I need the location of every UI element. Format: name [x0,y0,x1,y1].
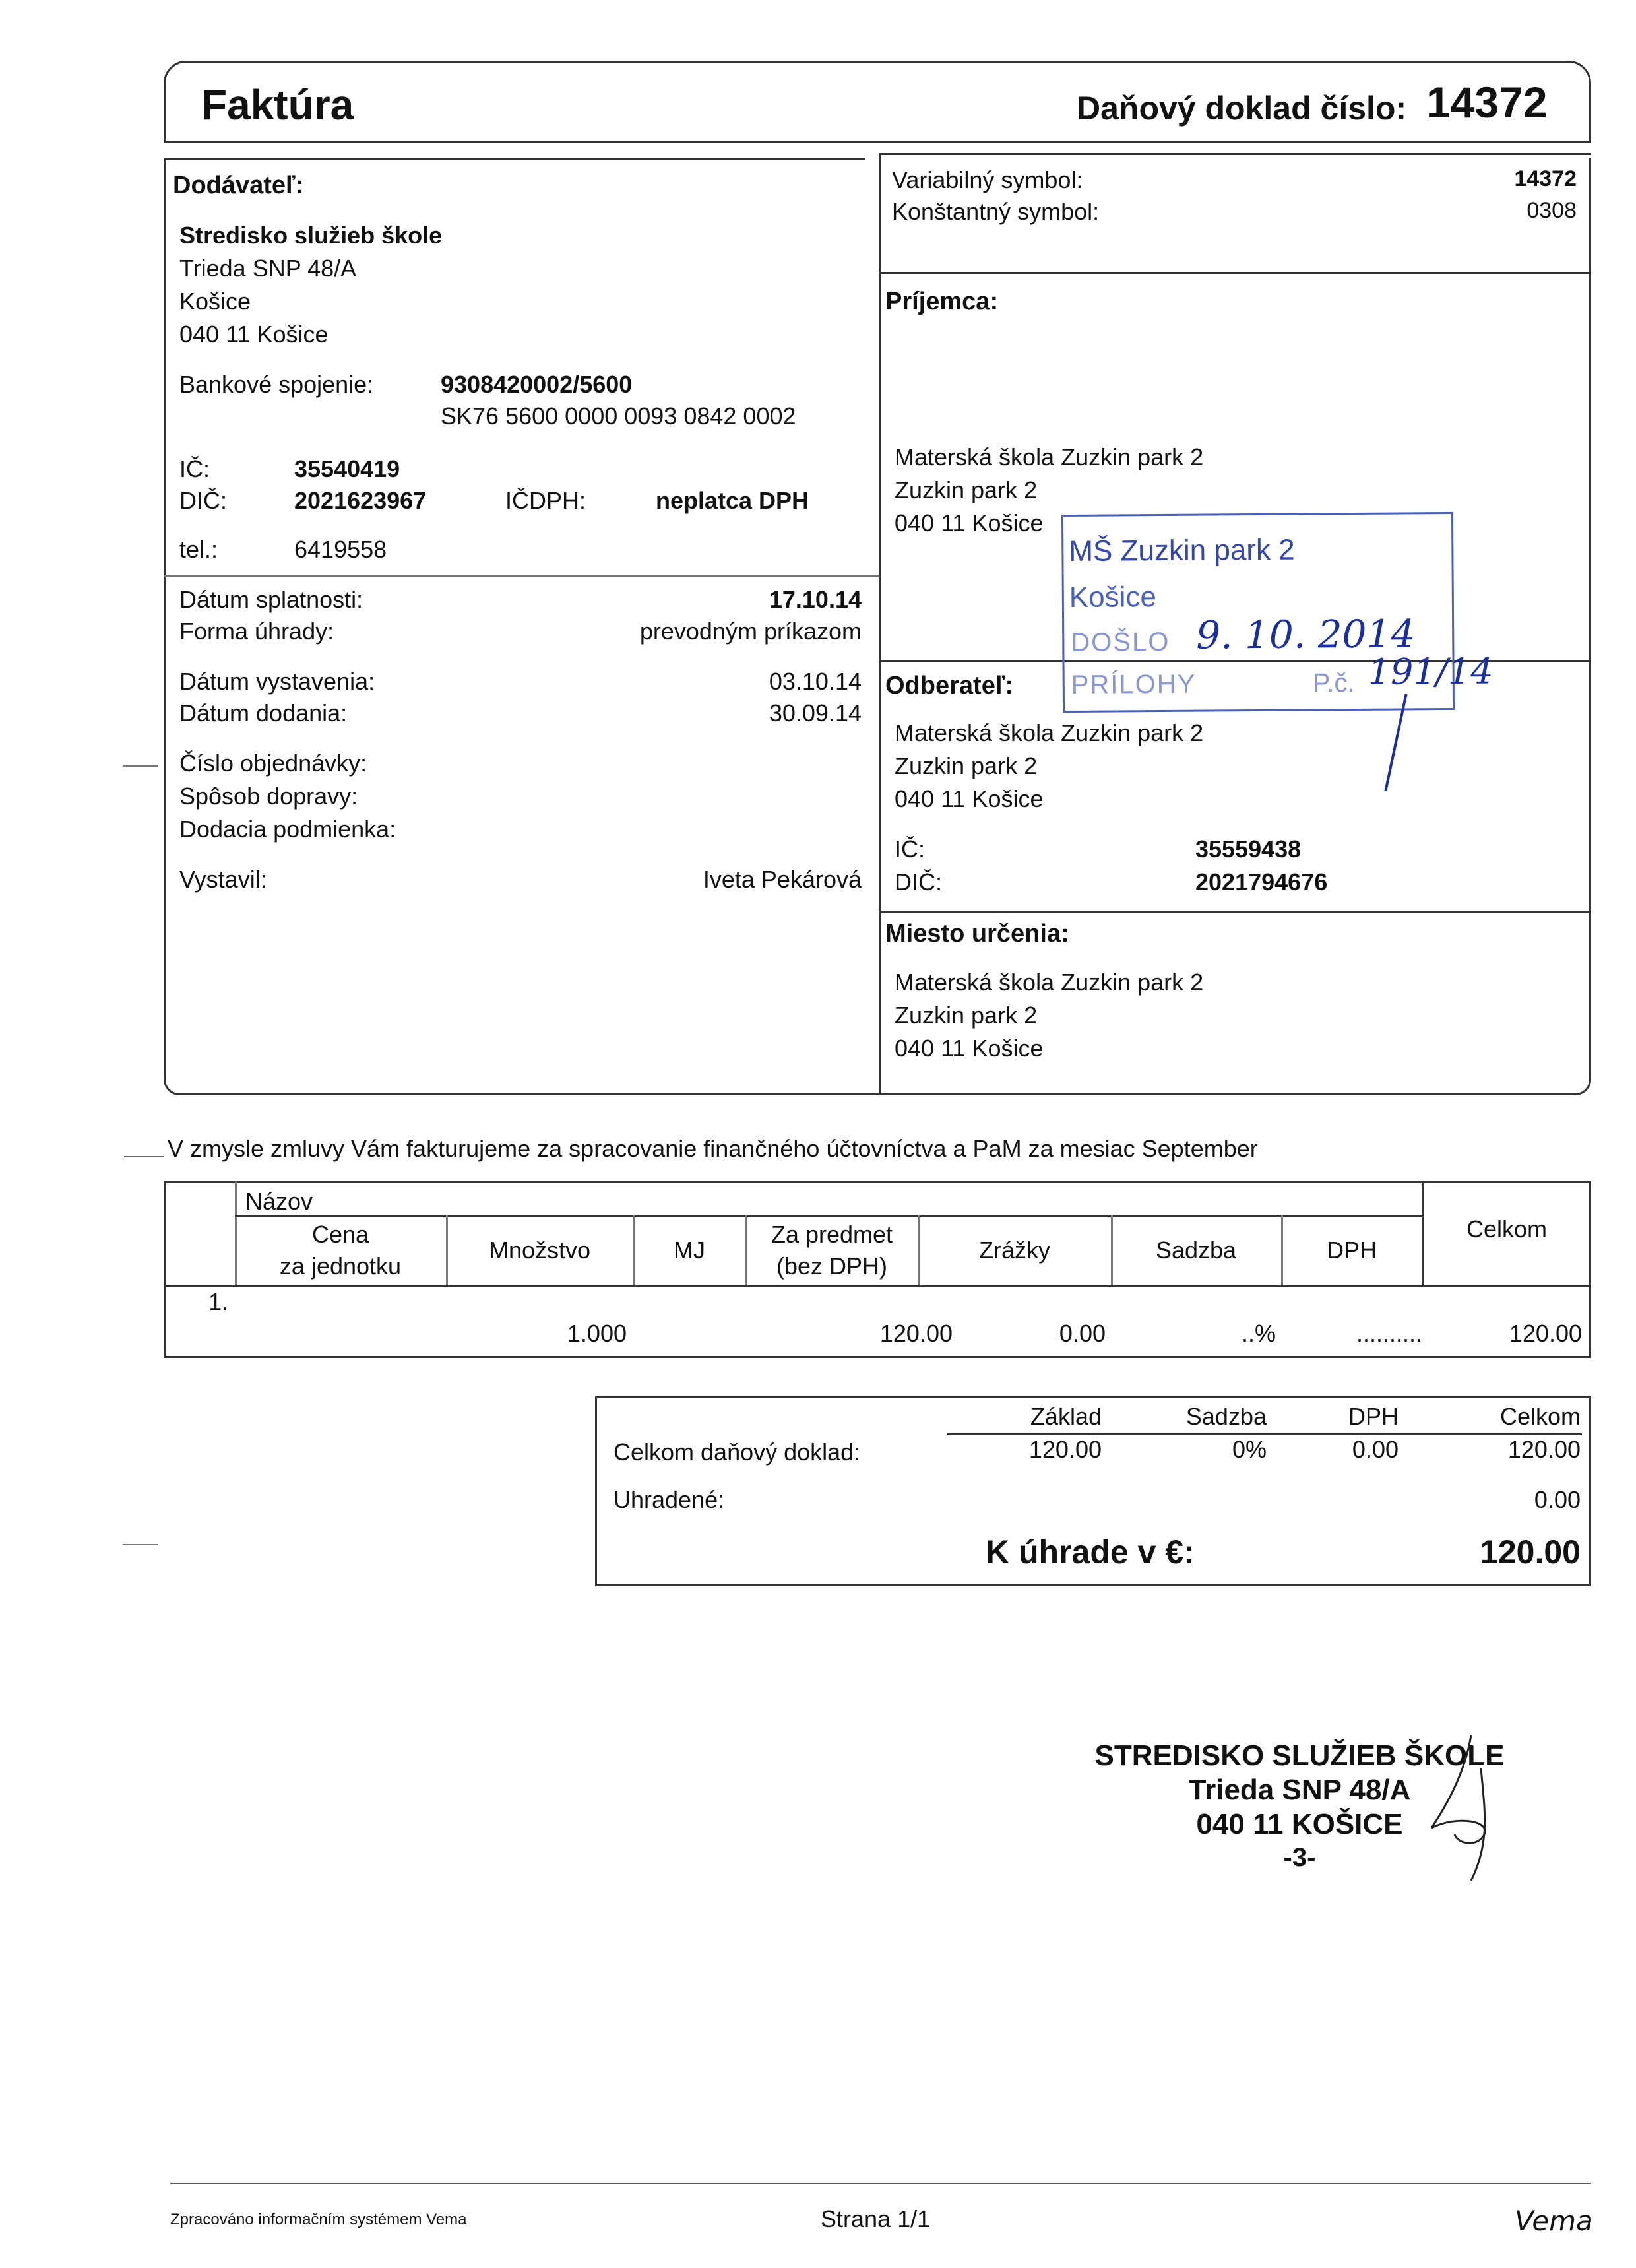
stamp-received-label: DOŠLO [1071,627,1170,657]
customer-dic: 2021794676 [1195,868,1328,895]
col-unit-price-2: za jednotku [279,1252,402,1280]
registry-stamp [1061,512,1494,713]
amount-due-label: K úhrade v €: [986,1534,1195,1571]
col-rate: Sadzba [1155,1237,1237,1264]
destination-line1: Materská škola Zuzkin park 2 [895,969,1204,996]
stamp-line1: MŠ Zuzkin park 2 [1069,533,1295,567]
supplier-dic-label: DIČ: [179,487,227,514]
iban: SK76 5600 0000 0093 0842 0002 [441,403,796,430]
bank-account: 9308420002/5600 [441,371,633,398]
constant-symbol: 0308 [1526,198,1577,223]
supplier-ico: 35540419 [294,455,400,482]
destination-line2: Zuzkin park 2 [895,1002,1038,1029]
payment-form-label: Forma úhrady: [179,618,334,645]
customer-ico-label: IČ: [895,835,926,862]
tax-doc-number: 14372 [1426,78,1548,127]
handwritten-signature [1418,1729,1517,1887]
row-vat: .......... [1356,1320,1422,1347]
supplier-city: Košice [179,288,251,315]
payment-form: prevodným príkazom [639,618,862,645]
order-number-label: Číslo objednávky: [179,750,367,777]
customer-heading: Odberateľ: [885,672,1014,699]
destination-heading: Miesto určenia: [885,920,1069,948]
customer-line3: 040 11 Košice [895,785,1044,812]
issue-date: 03.10.14 [769,668,862,695]
intro-text: V zmysle zmluvy Vám fakturujeme za spracovanie finančného účtovníctva a PaM za mesiac September [168,1135,1258,1162]
row-quantity: 1.000 [567,1320,627,1347]
customer-line2: Zuzkin park 2 [895,752,1038,779]
row-subtotal: 120.00 [879,1320,953,1347]
recipient-heading: Príjemca: [885,288,999,315]
amount-due: 120.00 [1480,1534,1581,1571]
transport-label: Spôsob dopravy: [179,783,358,810]
delivery-terms-label: Dodacia podmienka: [179,816,396,843]
signature-stamp-line3: 040 11 KOŠICE [1196,1808,1403,1840]
delivery-date-label: Dátum dodania: [179,699,348,727]
summary-total-label: Celkom [1499,1403,1581,1430]
col-unit: MJ [674,1237,705,1264]
recipient-line3: 040 11 Košice [895,509,1044,536]
issue-date-label: Dátum vystavenia: [179,668,375,695]
summary-rate: 0% [1232,1436,1267,1463]
summary-vat-label: DPH [1348,1403,1399,1430]
due-date-label: Dátum splatnosti: [179,586,363,613]
stamp-line2: Košice [1069,581,1157,614]
supplier-zip-city: 040 11 Košice [179,321,329,348]
icdph-value: neplatca DPH [656,487,809,514]
paid-label: Uhradené: [614,1486,725,1513]
col-total: Celkom [1466,1215,1548,1243]
summary-base-label: Základ [1030,1403,1102,1430]
supplier-street: Trieda SNP 48/A [179,255,357,282]
col-quantity: Množstvo [488,1237,591,1264]
due-date: 17.10.14 [769,586,862,613]
doc-total-label: Celkom daňový doklad: [614,1439,861,1466]
tel-value: 6419558 [294,536,387,563]
row-index: 1. [208,1288,229,1315]
stamp-received-date: 9. 10. 2014 [1196,611,1416,658]
tel-label: tel.: [179,536,218,563]
col-name: Názov [245,1188,313,1215]
issuer-name: Iveta Pekárová [703,866,862,893]
customer-dic-label: DIČ: [895,868,942,895]
constant-symbol-label: Konštantný symbol: [892,198,1100,225]
bank-label: Bankové spojenie: [179,371,374,398]
stamp-pc-label: P.č. [1312,668,1355,698]
col-subtotal-2: (bez DPH) [776,1252,888,1280]
supplier-ico-label: IČ: [179,455,210,482]
signature-stamp-line4: -3- [1283,1843,1316,1872]
page-title: Faktúra [201,81,354,129]
col-subtotal-1: Za predmet [771,1221,893,1248]
footer-system-note: Zpracováno informačním systémem Vema [170,2211,467,2228]
summary-rate-label: Sadzba [1185,1403,1267,1430]
col-discount: Zrážky [979,1237,1050,1264]
supplier-dic: 2021623967 [294,487,427,514]
summary-vat: 0.00 [1352,1436,1399,1463]
variable-symbol-label: Variabilný symbol: [892,166,1083,193]
supplier-heading: Dodávateľ: [173,172,304,199]
row-rate: ..% [1241,1320,1276,1347]
tax-doc-label: Daňový doklad číslo: [1077,90,1407,127]
summary-base: 120.00 [1028,1436,1102,1463]
footer-page-number: Strana 1/1 [821,2205,931,2232]
icdph-label: IČDPH: [505,487,586,514]
issuer-label: Vystavil: [179,866,267,893]
signature-stamp-line1: STREDISKO SLUŽIEB ŠKOLE [1094,1739,1505,1772]
stamp-pc-number: 191/14 [1368,650,1494,693]
vema-logo: Vema [1515,2205,1593,2237]
row-discount: 0.00 [1059,1320,1106,1347]
variable-symbol: 14372 [1514,166,1577,191]
stamp-attachments-label: PRÍLOHY [1071,669,1197,699]
paid-value: 0.00 [1534,1486,1581,1513]
col-vat: DPH [1326,1237,1377,1264]
destination-line3: 040 11 Košice [895,1035,1044,1062]
customer-ico: 35559438 [1195,835,1302,862]
delivery-date: 30.09.14 [769,699,862,727]
summary-total: 120.00 [1507,1436,1581,1463]
recipient-line2: Zuzkin park 2 [895,476,1038,503]
signature-stamp-line2: Trieda SNP 48/A [1188,1774,1411,1806]
customer-line1: Materská škola Zuzkin park 2 [895,719,1204,746]
supplier-name: Stredisko služieb škole [179,222,443,249]
recipient-line1: Materská škola Zuzkin park 2 [895,443,1204,470]
row-total: 120.00 [1509,1320,1582,1347]
col-unit-price-1: Cena [311,1221,369,1248]
